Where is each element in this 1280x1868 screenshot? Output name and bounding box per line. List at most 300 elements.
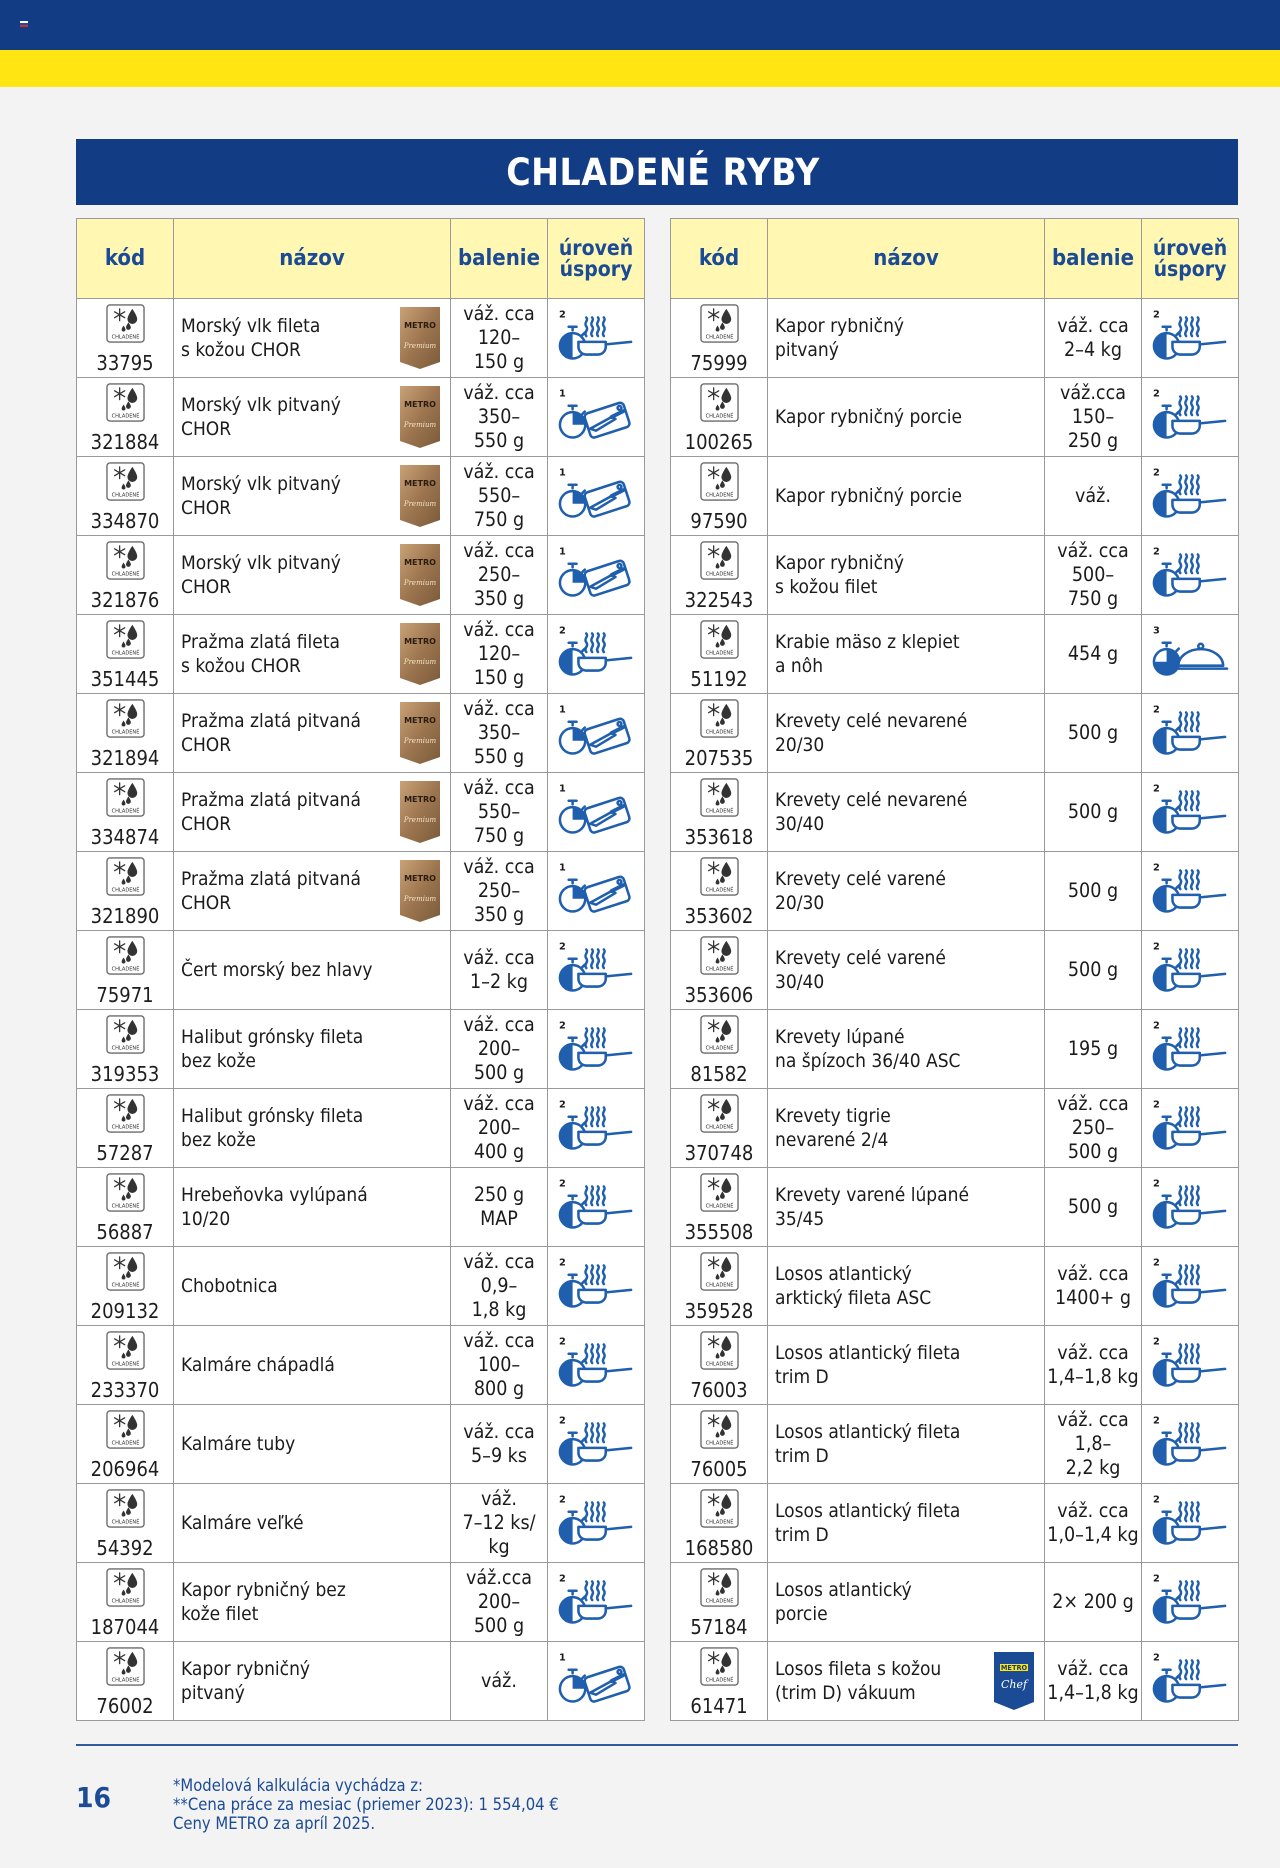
- slovak-flag-icon: [20, 21, 28, 27]
- table-row: [77, 1563, 645, 1642]
- svg-text:CHLADENÉ: CHLADENÉ: [705, 1519, 733, 1526]
- level-number: 2: [558, 941, 566, 953]
- chilled-icon: [700, 1173, 739, 1212]
- product-packaging: váž. cca 250– 500 g: [1045, 1089, 1142, 1168]
- level-number: 2: [558, 1573, 566, 1585]
- product-code: 76005: [690, 1457, 748, 1481]
- cell-code: [77, 852, 174, 931]
- product-name: Losos atlantický arktický fileta ASC: [775, 1263, 932, 1309]
- cell-name: [174, 1010, 451, 1089]
- footnote-3: Ceny METRO za apríl 2025.: [173, 1814, 376, 1833]
- svg-text:CHLADENÉ: CHLADENÉ: [111, 1519, 139, 1526]
- pan-heat-icon: [1151, 1333, 1229, 1397]
- product-name: Kalmáre veľké: [181, 1512, 304, 1534]
- product-code: 321884: [90, 430, 160, 454]
- chilled-icon: [106, 383, 145, 422]
- cell-name: [174, 536, 451, 615]
- level-number: 2: [1152, 546, 1160, 558]
- metro-premium-badge: [400, 860, 440, 922]
- product-packaging: 500 g: [1045, 931, 1142, 1010]
- cell-name: [174, 299, 451, 378]
- level-number: 2: [1152, 941, 1160, 953]
- product-packaging: váž. 7–12 ks/ kg: [451, 1484, 548, 1563]
- cell-name: [768, 1484, 1045, 1563]
- product-name: Chobotnica: [181, 1275, 278, 1297]
- cell-name: [768, 931, 1045, 1010]
- product-packaging: 500 g: [1045, 1168, 1142, 1247]
- product-packaging: váž. cca 0,9– 1,8 kg: [451, 1247, 548, 1326]
- product-name: Čert morský bez hlavy: [181, 959, 373, 981]
- svg-text:CHLADENÉ: CHLADENÉ: [705, 1361, 733, 1368]
- column-header-balenie: balenie: [1045, 219, 1142, 299]
- cell-savings-level: [548, 1405, 645, 1484]
- top-bar: [0, 0, 1280, 50]
- product-packaging: 195 g: [1045, 1010, 1142, 1089]
- chilled-icon: [700, 304, 739, 343]
- svg-text:CHLADENÉ: CHLADENÉ: [111, 1598, 139, 1605]
- pan-heat-icon: [1151, 1412, 1229, 1476]
- cell-name: [174, 1326, 451, 1405]
- products-table-right: [670, 218, 1239, 1721]
- product-code: 209132: [90, 1299, 160, 1323]
- cell-name: [174, 457, 451, 536]
- chilled-icon: [700, 620, 739, 659]
- product-name: Morský vlk fileta s kožou CHOR: [181, 315, 321, 361]
- product-name: Halibut grónsky fileta bez kože: [181, 1026, 364, 1072]
- svg-text:CHLADENÉ: CHLADENÉ: [111, 966, 139, 973]
- product-code: 319353: [90, 1062, 160, 1086]
- svg-text:Premium: Premium: [403, 658, 437, 666]
- product-name: Pražma zlatá pitvaná CHOR: [181, 868, 361, 914]
- cell-code: [671, 1247, 768, 1326]
- svg-text:Premium: Premium: [403, 579, 437, 587]
- cell-savings-level: [1142, 1168, 1239, 1247]
- cell-savings-level: [1142, 1089, 1239, 1168]
- cell-name: [174, 852, 451, 931]
- svg-text:CHLADENÉ: CHLADENÉ: [705, 729, 733, 736]
- product-name: Losos atlantický fileta trim D: [775, 1500, 961, 1546]
- svg-text:CHLADENÉ: CHLADENÉ: [705, 1598, 733, 1605]
- product-name: Kapor rybničný pitvaný: [181, 1658, 311, 1704]
- chilled-icon: [700, 1094, 739, 1133]
- level-number: 2: [1152, 862, 1160, 874]
- level-number: 2: [1152, 783, 1160, 795]
- product-code: 33795: [96, 351, 154, 375]
- level-number: 1: [558, 862, 566, 874]
- cell-code: [671, 615, 768, 694]
- product-packaging: váž. cca 1,8– 2,2 kg: [1045, 1405, 1142, 1484]
- level-number: 3: [1152, 625, 1160, 637]
- metro-premium-badge: [400, 544, 440, 606]
- chilled-icon: [106, 541, 145, 580]
- svg-text:Premium: Premium: [403, 816, 437, 824]
- product-code: 75971: [96, 983, 154, 1007]
- product-name: Morský vlk pitvaný CHOR: [181, 473, 341, 519]
- product-code: 355508: [684, 1220, 754, 1244]
- cell-name: [174, 1642, 451, 1721]
- level-number: 2: [1152, 1494, 1160, 1506]
- product-packaging: váž. cca 1,4–1,8 kg: [1045, 1642, 1142, 1721]
- level-number: 2: [1152, 1652, 1160, 1664]
- pan-heat-icon: [1151, 385, 1229, 449]
- level-number: 2: [1152, 1336, 1160, 1348]
- table-row: [671, 1168, 1239, 1247]
- svg-text:METRO: METRO: [404, 479, 436, 488]
- chilled-icon: [106, 1173, 145, 1212]
- table-row: [77, 1168, 645, 1247]
- cell-name: [768, 1405, 1045, 1484]
- cell-code: [77, 694, 174, 773]
- product-code: 75999: [690, 351, 748, 375]
- product-name: Krevety varené lúpané 35/45: [775, 1184, 969, 1230]
- product-name: Krevety tigrie nevarené 2/4: [775, 1105, 891, 1151]
- table-row: [671, 536, 1239, 615]
- svg-text:CHLADENÉ: CHLADENÉ: [111, 492, 139, 499]
- pan-heat-icon: [557, 1491, 635, 1555]
- chilled-icon: [700, 1015, 739, 1054]
- product-packaging: váž.cca 150– 250 g: [1045, 378, 1142, 457]
- chilled-icon: [106, 1568, 145, 1607]
- chilled-icon: [106, 1015, 145, 1054]
- level-number: 2: [558, 1020, 566, 1032]
- product-packaging: váž. cca 2–4 kg: [1045, 299, 1142, 378]
- chilled-icon: [106, 1094, 145, 1133]
- chilled-icon: [700, 857, 739, 896]
- cell-savings-level: [1142, 1642, 1239, 1721]
- footer-divider: [76, 1744, 1238, 1746]
- cell-name: [768, 1089, 1045, 1168]
- cell-savings-level: [548, 852, 645, 931]
- level-number: 1: [558, 467, 566, 479]
- level-number: 2: [1152, 1178, 1160, 1190]
- svg-text:Premium: Premium: [403, 342, 437, 350]
- level-number: 2: [1152, 1415, 1160, 1427]
- svg-text:METRO: METRO: [404, 716, 436, 725]
- product-name: Losos fileta s kožou (trim D) vákuum: [775, 1658, 942, 1704]
- pan-heat-icon: [1151, 1175, 1229, 1239]
- serving-cloche-icon: [1151, 622, 1229, 686]
- table-row: [671, 299, 1239, 378]
- cell-name: [174, 1089, 451, 1168]
- table-row: [671, 1326, 1239, 1405]
- chilled-icon: [700, 1568, 739, 1607]
- product-packaging: váž. cca 350– 550 g: [451, 378, 548, 457]
- cell-savings-level: [1142, 1010, 1239, 1089]
- product-name: Pražma zlatá pitvaná CHOR: [181, 710, 361, 756]
- chilled-icon: [106, 1252, 145, 1291]
- product-code: 206964: [90, 1457, 160, 1481]
- pan-heat-icon: [1151, 1254, 1229, 1318]
- chilled-icon: [700, 1252, 739, 1291]
- product-packaging: váž. cca 1,0–1,4 kg: [1045, 1484, 1142, 1563]
- cell-name: [174, 1168, 451, 1247]
- cell-savings-level: [548, 457, 645, 536]
- table-row: [671, 1484, 1239, 1563]
- cell-code: [77, 931, 174, 1010]
- product-packaging: 250 g MAP: [451, 1168, 548, 1247]
- cell-savings-level: [1142, 378, 1239, 457]
- svg-text:METRO: METRO: [404, 874, 436, 883]
- cell-code: [77, 457, 174, 536]
- svg-text:CHLADENÉ: CHLADENÉ: [111, 1440, 139, 1447]
- cell-name: [768, 852, 1045, 931]
- table-row: [77, 773, 645, 852]
- product-code: 321876: [90, 588, 160, 612]
- cutting-board-knife-icon: [557, 385, 635, 449]
- svg-text:CHLADENÉ: CHLADENÉ: [705, 1440, 733, 1447]
- pan-heat-icon: [1151, 859, 1229, 923]
- product-name: Hrebeňovka vylúpaná 10/20: [181, 1184, 368, 1230]
- cell-code: [77, 1563, 174, 1642]
- cell-savings-level: [548, 1563, 645, 1642]
- cutting-board-knife-icon: [557, 543, 635, 607]
- footnote-1: *Modelová kalkulácia vychádza z:: [173, 1776, 424, 1795]
- table-row: [77, 378, 645, 457]
- product-code: 61471: [690, 1694, 748, 1718]
- cell-savings-level: [1142, 457, 1239, 536]
- product-code: 353618: [684, 825, 754, 849]
- svg-text:CHLADENÉ: CHLADENÉ: [705, 571, 733, 578]
- metro-premium-badge: [400, 307, 440, 369]
- cell-code: [671, 1405, 768, 1484]
- product-code: 353602: [684, 904, 754, 928]
- cell-code: [671, 299, 768, 378]
- cutting-board-knife-icon: [557, 701, 635, 765]
- title-banner: [76, 139, 1238, 205]
- product-packaging: 500 g: [1045, 852, 1142, 931]
- product-packaging: 2× 200 g: [1045, 1563, 1142, 1642]
- cell-savings-level: [1142, 1326, 1239, 1405]
- product-name: Krevety celé varené 30/40: [775, 947, 946, 993]
- column-header-kod: kód: [77, 219, 174, 299]
- cell-savings-level: [1142, 852, 1239, 931]
- svg-text:CHLADENÉ: CHLADENÉ: [705, 492, 733, 499]
- product-code: 370748: [684, 1141, 754, 1165]
- table-row: [77, 1484, 645, 1563]
- product-code: 334874: [90, 825, 160, 849]
- product-packaging: váž. cca 250– 350 g: [451, 536, 548, 615]
- cell-name: [174, 931, 451, 1010]
- table-row: [77, 1247, 645, 1326]
- footnotes: [173, 1776, 559, 1833]
- svg-text:CHLADENÉ: CHLADENÉ: [111, 808, 139, 815]
- product-code: 76003: [690, 1378, 748, 1402]
- pan-heat-icon: [557, 1175, 635, 1239]
- cell-name: [174, 1247, 451, 1326]
- level-number: 1: [558, 546, 566, 558]
- column-header-uroven-uspory: úroveň úspory: [548, 219, 645, 299]
- product-code: 207535: [684, 746, 754, 770]
- product-name: Losos atlantický fileta trim D: [775, 1342, 961, 1388]
- svg-text:CHLADENÉ: CHLADENÉ: [111, 1124, 139, 1131]
- level-number: 2: [1152, 1257, 1160, 1269]
- table-row: [77, 1010, 645, 1089]
- pan-heat-icon: [1151, 543, 1229, 607]
- level-number: 2: [558, 625, 566, 637]
- svg-text:CHLADENÉ: CHLADENÉ: [111, 571, 139, 578]
- product-name: Krevety lúpané na špízoch 36/40 ASC: [775, 1026, 961, 1072]
- cell-code: [671, 852, 768, 931]
- cell-savings-level: [1142, 536, 1239, 615]
- table-row: [671, 1563, 1239, 1642]
- svg-text:CHLADENÉ: CHLADENÉ: [705, 1124, 733, 1131]
- product-packaging: váž. cca 350– 550 g: [451, 694, 548, 773]
- level-number: 2: [558, 1178, 566, 1190]
- product-name: Kalmáre tuby: [181, 1433, 296, 1455]
- cell-name: [174, 378, 451, 457]
- table-row: [77, 536, 645, 615]
- svg-text:CHLADENÉ: CHLADENÉ: [705, 887, 733, 894]
- svg-text:CHLADENÉ: CHLADENÉ: [705, 1282, 733, 1289]
- product-code: 76002: [96, 1694, 154, 1718]
- level-number: 2: [558, 1415, 566, 1427]
- product-packaging: 500 g: [1045, 773, 1142, 852]
- product-packaging: váž. cca 550– 750 g: [451, 457, 548, 536]
- cell-name: [768, 773, 1045, 852]
- level-number: 2: [1152, 1020, 1160, 1032]
- product-packaging: váž. cca 550– 750 g: [451, 773, 548, 852]
- svg-text:CHLADENÉ: CHLADENÉ: [111, 413, 139, 420]
- svg-text:CHLADENÉ: CHLADENÉ: [111, 1045, 139, 1052]
- pan-heat-icon: [1151, 1649, 1229, 1713]
- table-header-row: [671, 219, 1239, 299]
- chilled-icon: [700, 462, 739, 501]
- cutting-board-knife-icon: [557, 859, 635, 923]
- table-row: [77, 1405, 645, 1484]
- product-code: 54392: [96, 1536, 154, 1560]
- table-header-row: [77, 219, 645, 299]
- product-packaging: váž. cca 100– 800 g: [451, 1326, 548, 1405]
- pan-heat-icon: [1151, 1491, 1229, 1555]
- chilled-icon: [106, 1410, 145, 1449]
- cell-name: [768, 1168, 1045, 1247]
- cell-name: [174, 1484, 451, 1563]
- svg-text:METRO: METRO: [1000, 1664, 1028, 1672]
- cell-code: [77, 1010, 174, 1089]
- chilled-icon: [700, 383, 739, 422]
- cell-name: [174, 1563, 451, 1642]
- cell-code: [671, 1168, 768, 1247]
- cell-code: [671, 1642, 768, 1721]
- pan-heat-icon: [1151, 464, 1229, 528]
- product-code: 57287: [96, 1141, 154, 1165]
- product-code: 57184: [690, 1615, 748, 1639]
- metro-premium-badge: [400, 781, 440, 843]
- chilled-icon: [106, 778, 145, 817]
- cell-name: [768, 457, 1045, 536]
- table-row: [671, 378, 1239, 457]
- svg-text:CHLADENÉ: CHLADENÉ: [705, 650, 733, 657]
- cell-savings-level: [548, 1247, 645, 1326]
- product-code: 359528: [684, 1299, 754, 1323]
- pan-heat-icon: [1151, 1017, 1229, 1081]
- level-number: 1: [558, 388, 566, 400]
- chilled-icon: [700, 936, 739, 975]
- product-code: 334870: [90, 509, 160, 533]
- level-number: 2: [558, 1099, 566, 1111]
- cell-savings-level: [548, 1010, 645, 1089]
- product-packaging: váž.: [1045, 457, 1142, 536]
- product-code: 187044: [90, 1615, 160, 1639]
- cell-code: [77, 1405, 174, 1484]
- product-code: 321894: [90, 746, 160, 770]
- svg-text:Premium: Premium: [403, 421, 437, 429]
- cell-code: [77, 1247, 174, 1326]
- svg-text:CHLADENÉ: CHLADENÉ: [705, 966, 733, 973]
- table-row: [671, 773, 1239, 852]
- product-name: Kapor rybničný s kožou filet: [775, 552, 905, 598]
- level-number: 2: [1152, 704, 1160, 716]
- column-header-kod: kód: [671, 219, 768, 299]
- products-table-left: [76, 218, 645, 1721]
- product-name: Kapor rybničný porcie: [775, 406, 963, 428]
- svg-text:CHLADENÉ: CHLADENÉ: [705, 334, 733, 341]
- svg-text:CHLADENÉ: CHLADENÉ: [111, 1203, 139, 1210]
- pan-heat-icon: [557, 938, 635, 1002]
- cell-savings-level: [1142, 299, 1239, 378]
- cell-savings-level: [1142, 1563, 1239, 1642]
- cell-code: [671, 536, 768, 615]
- svg-text:CHLADENÉ: CHLADENÉ: [111, 650, 139, 657]
- chilled-icon: [700, 541, 739, 580]
- chilled-icon: [106, 699, 145, 738]
- chilled-icon: [106, 462, 145, 501]
- table-row: [77, 1326, 645, 1405]
- cell-savings-level: [548, 1089, 645, 1168]
- level-number: 1: [558, 783, 566, 795]
- table-row: [77, 931, 645, 1010]
- chilled-icon: [700, 1410, 739, 1449]
- pan-heat-icon: [1151, 938, 1229, 1002]
- cell-name: [768, 1247, 1045, 1326]
- product-packaging: váž. cca 1,4–1,8 kg: [1045, 1326, 1142, 1405]
- cell-savings-level: [548, 615, 645, 694]
- cell-code: [671, 1484, 768, 1563]
- svg-text:CHLADENÉ: CHLADENÉ: [705, 413, 733, 420]
- svg-text:CHLADENÉ: CHLADENÉ: [111, 334, 139, 341]
- product-name: Halibut grónsky fileta bez kože: [181, 1105, 364, 1151]
- cell-code: [77, 773, 174, 852]
- svg-text:CHLADENÉ: CHLADENÉ: [111, 729, 139, 736]
- cell-name: [768, 1010, 1045, 1089]
- pan-heat-icon: [557, 1333, 635, 1397]
- pan-heat-icon: [557, 1412, 635, 1476]
- cell-code: [671, 694, 768, 773]
- column-header-nazov: názov: [768, 219, 1045, 299]
- pan-heat-icon: [557, 306, 635, 370]
- cell-name: [174, 694, 451, 773]
- svg-text:CHLADENÉ: CHLADENÉ: [111, 1677, 139, 1684]
- product-name: Pražma zlatá pitvaná CHOR: [181, 789, 361, 835]
- cell-name: [768, 615, 1045, 694]
- product-code: 321890: [90, 904, 160, 928]
- cell-name: [768, 1563, 1045, 1642]
- level-number: 2: [1152, 1573, 1160, 1585]
- table-row: [77, 852, 645, 931]
- cell-code: [671, 1010, 768, 1089]
- product-name: Krevety celé varené 20/30: [775, 868, 946, 914]
- cell-code: [671, 1326, 768, 1405]
- column-header-balenie: balenie: [451, 219, 548, 299]
- cutting-board-knife-icon: [557, 1649, 635, 1713]
- pan-heat-icon: [557, 1096, 635, 1160]
- svg-text:Chef: Chef: [1000, 1678, 1028, 1691]
- product-name: Losos atlantický fileta trim D: [775, 1421, 961, 1467]
- yellow-stripe: [0, 50, 1280, 87]
- svg-text:CHLADENÉ: CHLADENÉ: [111, 887, 139, 894]
- column-header-uroven-uspory: úroveň úspory: [1142, 219, 1239, 299]
- table-row: [77, 1642, 645, 1721]
